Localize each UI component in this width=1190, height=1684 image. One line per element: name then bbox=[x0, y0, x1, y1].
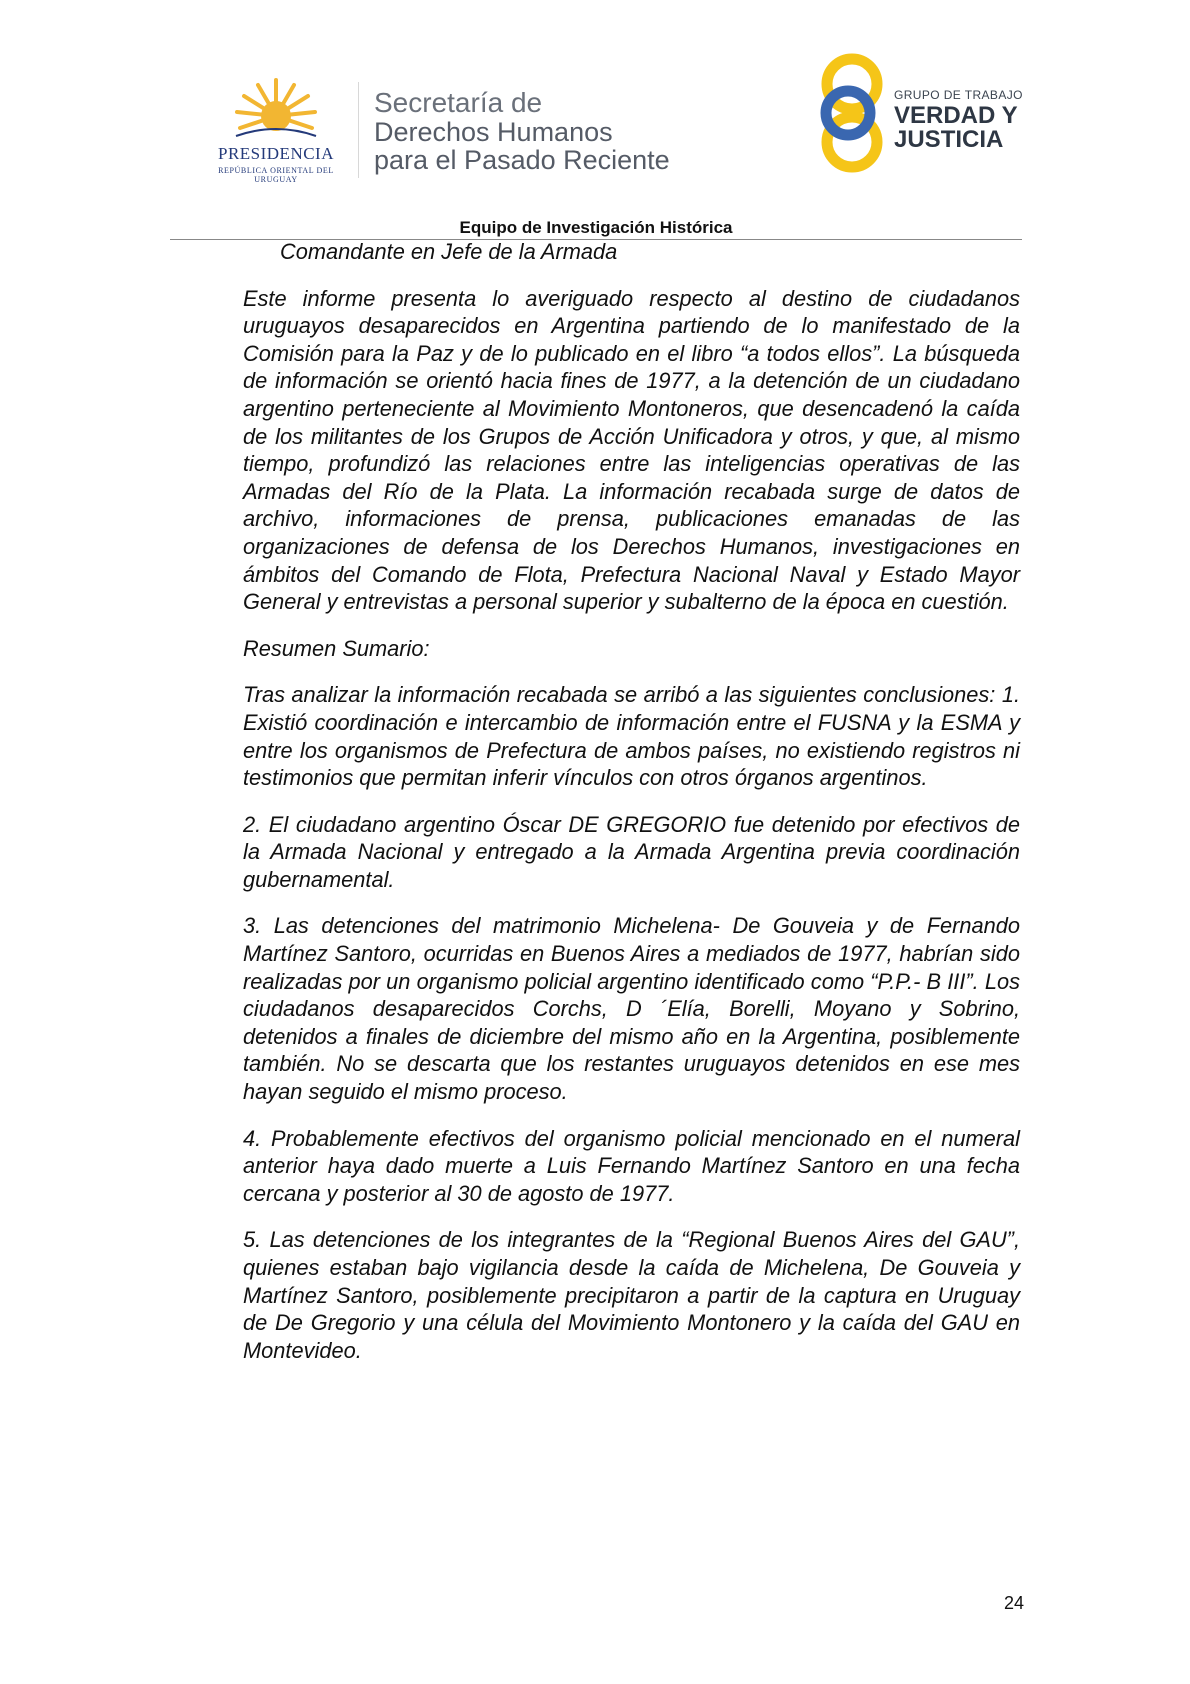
secretaria-line-3: para el Pasado Reciente bbox=[374, 145, 670, 175]
page-number: 24 bbox=[1003, 1593, 1024, 1613]
document-body bbox=[243, 238, 1020, 1383]
interlocking-rings-icon bbox=[816, 52, 892, 178]
presidencia-subtitle: REPÚBLICA ORIENTAL DEL URUGUAY bbox=[218, 166, 334, 184]
paragraph-intro: Este informe presenta lo averiguado respecto al destino de ciudadanos uruguayos desaparecidos en Argentina partiendo de lo manifestado de la Comisión para la Paz y de lo publicado en el libro “a todos ellos”. La búsqueda de información se orientó hacia fines de 1977, a la detención de un ciudadano argentino perteneciente al Movimiento Montoneros, que desencadenó la caída de los militantes de los Grupos de Acción Unificadora y otros, y que, al mismo tiempo, profundizó las relaciones entre las inteligencias operativas de las Armadas del Río de la Plata. La información recabada surge de datos de archivo, informaciones de prensa, publicaciones emanadas de las organizaciones de defensa de los Derechos Humanos, investigaciones en ámbitos del Comando de Flota, Prefectura Nacional Naval y Estado Mayor General y entrevistas a personal superior y subalterno de la época en cuestión. bbox=[243, 285, 1020, 615]
paragraph-conclusion-4: 4. Probablemente efectivos del organismo policial mencionado en el numeral anterior haya dado muerte a Luis Fernando Martínez Santoro en una fecha cercana y posterior al 30 de agosto de 1977. bbox=[243, 1125, 1020, 1206]
paragraph-conclusion-3: 3. Las detenciones del matrimonio Michelena- De Gouveia y de Fernando Martínez Santoro, ocurridas en Buenos Aires a mediados de 1977, habrían sido realizadas por un organismo policial argentino identificado como “P.P.- B III”. Los ciudadanos desaparecidos Corchs, D ´Elía, Borelli, Moyano y Sobrino, detenidos a finales de diciembre del mismo año en la Argentina, posiblemente también. No se descarta que los restantes uruguayos detenidos en ese mes hayan seguido el mismo proceso. bbox=[243, 913, 1020, 1105]
secretaria-line-2: Derechos Humanos bbox=[374, 117, 613, 147]
paragraph-summary-heading: Resumen Sumario: bbox=[243, 635, 430, 661]
paragraph-conclusion-2: 2. El ciudadano argentino Óscar DE GREGORIO fue detenido por efectivos de la Armada Nacional y entregado a la Armada Argentina previa coordinación gubernamental. bbox=[243, 811, 1020, 892]
paragraph-conclusion-1: Tras analizar la información recabada se arribó a las siguientes conclusiones: 1. Existió coordinación e intercambio de información entre el FUSNA y la ESMA y entre los organismos de Prefectura de ambos países, no existiendo registros ni testimonios que permitan inferir vínculos con otros órganos argentinos. bbox=[243, 682, 1020, 791]
verdad-justicia-logo bbox=[816, 52, 1036, 182]
presidencia-name: PRESIDENCIA bbox=[217, 144, 334, 163]
paragraph-signature-line: Comandante en Jefe de la Armada bbox=[280, 239, 618, 264]
grupo-line-3: JUSTICIA bbox=[894, 126, 1004, 153]
team-title: Equipo de Investigación Histórica bbox=[459, 218, 733, 237]
paragraph-conclusion-5: 5. Las detenciones de los integrantes de la “Regional Buenos Aires del GAU”, quienes estaban bajo vigilancia desde la caída de Michelena, De Gouveia y Martínez Santoro, posiblemente precipitaron a partir de la captura en Uruguay de De Gregorio y una célula del Movimiento Montonero y la caída del GAU en Montevideo. bbox=[243, 1227, 1020, 1363]
grupo-line-2: VERDAD Y bbox=[894, 102, 1018, 129]
grupo-line-1: GRUPO DE TRABAJO bbox=[894, 88, 1023, 102]
logo-divider bbox=[358, 82, 359, 178]
sun-emblem-icon bbox=[234, 78, 318, 144]
page-header bbox=[0, 0, 1190, 240]
secretaria-line-1: Secretaría de bbox=[374, 87, 543, 118]
presidencia-logo bbox=[196, 78, 356, 184]
secretaria-logo bbox=[374, 88, 670, 174]
